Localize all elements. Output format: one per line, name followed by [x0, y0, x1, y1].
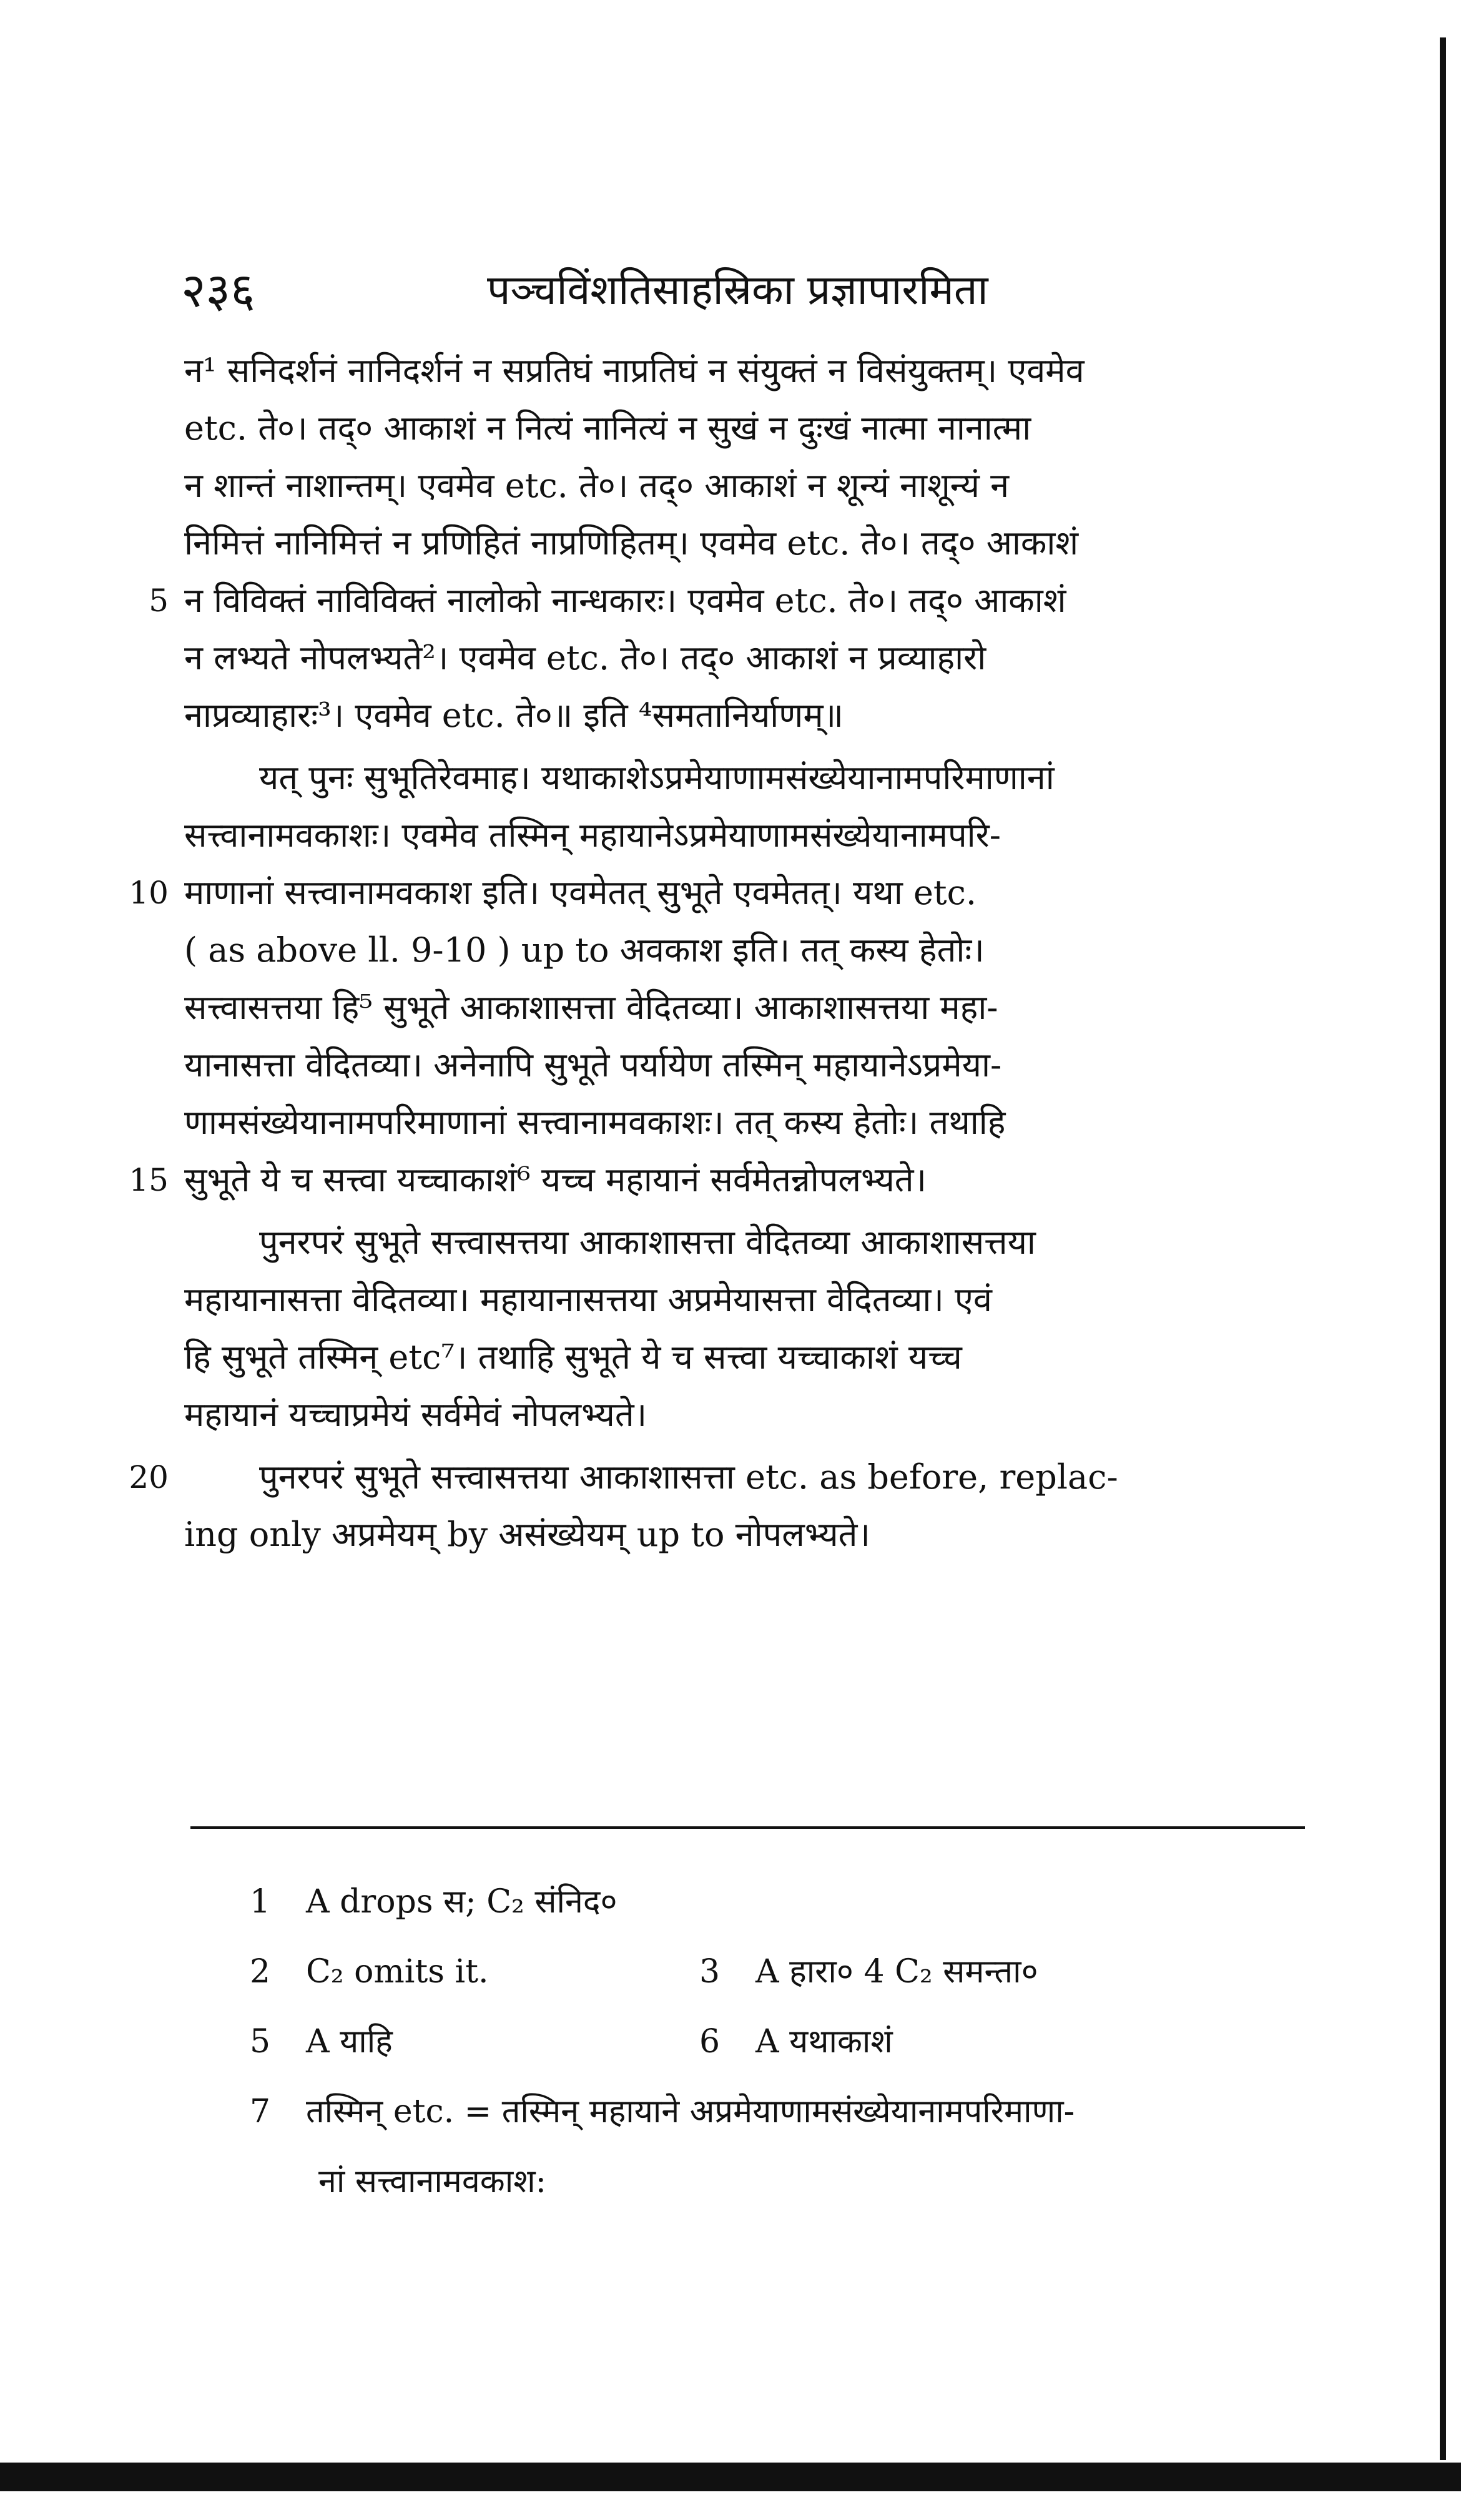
text-line	[184, 807, 1289, 864]
text-line	[184, 1214, 1289, 1271]
line-text: सत्त्वानामवकाशः। एवमेव तस्मिन् महायानेऽप्रमेयाणामसंख्येयानामपरि-	[184, 815, 1001, 855]
line-text: ing only अप्रमेयम् by असंख्येयम् up to नोपलभ्यते।	[184, 1515, 870, 1554]
line-text: etc. ते०। तद्० आकाशं न नित्यं नानित्यं न सुखं न दुःखं नात्मा नानात्मा	[184, 408, 1031, 448]
text-line	[184, 922, 1289, 979]
running-title: पञ्चविंशतिसाहस्रिका प्रज्ञापारमिता	[487, 266, 988, 314]
footnote-number: 6	[699, 2023, 721, 2060]
line-text: महायानं यच्चाप्रमेयं सर्वमेवं नोपलभ्यते।	[184, 1395, 647, 1434]
footnote-5	[250, 2007, 393, 2077]
page-edge-rule	[1440, 37, 1446, 2460]
text-line	[184, 749, 1289, 807]
footnote-number: 5	[250, 2023, 271, 2060]
text-line	[184, 400, 1289, 457]
footnote-number: 2	[250, 1953, 271, 1991]
line-text: निमित्तं नानिमित्तं न प्रणिहितं नाप्रणिहितम्। एवमेव etc. ते०। तद्० आकाशं	[184, 523, 1079, 563]
footnote-text: A drops स; C₂ संनिद०	[306, 1883, 617, 1921]
line-text: न शान्तं नाशान्तम्। एवमेव etc. ते०। तद्० आकाशं न शून्यं नाशून्यं न	[184, 466, 1010, 505]
footnote-text: C₂ omits it.	[306, 1953, 489, 1991]
text-line	[129, 1449, 1289, 1506]
footnote-text: A हारा० 4 C₂ समन्ता०	[755, 1953, 1038, 1991]
line-number: 5	[149, 583, 169, 619]
line-text: ( as above ll. 9-10 ) up to अवकाश इति। तत् कस्य हेतोः।	[184, 930, 985, 970]
footnote-3-4	[699, 1937, 1038, 2007]
line-text: सत्त्वासत्तया हि⁵ सुभूते आकाशासत्ता वेदितव्या। आकाशासत्तया महा-	[184, 988, 998, 1027]
text-line	[184, 629, 1289, 687]
line-number: 15	[129, 1162, 169, 1198]
footnote-row	[250, 1937, 1374, 2007]
page-header	[181, 256, 1292, 325]
line-text: माणानां सत्त्वानामवकाश इति। एवमेतत् सुभूते एवमेतत्। यथा etc.	[184, 873, 977, 912]
text-line	[184, 1386, 1289, 1444]
footnote-7	[250, 2077, 1075, 2147]
text-line	[129, 864, 1289, 922]
text-line	[184, 1506, 1289, 1563]
line-text: महायानासत्ता वेदितव्या। महायानासत्तया अप्रमेयासत्ता वेदितव्या। एवं	[184, 1280, 992, 1319]
footnote-divider	[190, 1826, 1305, 1829]
text-line	[184, 1036, 1289, 1094]
main-text	[129, 342, 1289, 1563]
text-line	[149, 572, 1289, 629]
footnote-text: A यथाकाशं	[755, 2023, 893, 2060]
page-number: २३६	[181, 262, 255, 318]
footnote-7-continuation: नां सत्त्वानामवकाश:	[318, 2163, 547, 2200]
scan-bottom-border	[0, 2463, 1461, 2491]
line-text: यत् पुनः सुभूतिरेवमाह। यथाकाशेऽप्रमेयाणामसंख्येयानामपरिमाणानां	[259, 758, 1055, 797]
footnote-row	[250, 1867, 1374, 1937]
text-line	[184, 979, 1289, 1036]
line-text: न लभ्यते नोपलभ्यते²। एवमेव etc. ते०। तद्० आकाशं न प्रव्याहारो	[184, 638, 986, 677]
text-line	[184, 514, 1289, 572]
footnote-2	[250, 1937, 489, 2007]
text-line	[184, 687, 1289, 744]
text-line	[184, 1329, 1289, 1386]
text-line	[184, 342, 1289, 400]
line-text: हि सुभूते तस्मिन् etc⁷। तथाहि सुभूते ये च सत्त्वा यच्चाकाशं यच्च	[184, 1337, 962, 1377]
footnote-row	[250, 2007, 1374, 2077]
line-number: 20	[129, 1459, 169, 1495]
footnote-6	[699, 2007, 893, 2077]
footnote-text: A याहि	[306, 2023, 393, 2060]
text-line	[184, 457, 1289, 514]
line-text: यानासत्ता वेदितव्या। अनेनापि सुभूते पर्यायेण तस्मिन् महायानेऽप्रमेया-	[184, 1045, 1002, 1085]
line-text: णामसंख्येयानामपरिमाणानां सत्त्वानामवकाशः। तत् कस्य हेतोः। तथाहि	[184, 1103, 1006, 1142]
footnote-text: तस्मिन् etc. = तस्मिन् महायाने अप्रमेयाणामसंख्येयानामपरिमाणा-	[306, 2093, 1075, 2130]
footnote-number: 7	[250, 2093, 271, 2130]
line-text: न विविक्तं नाविविक्तं नालोको नान्धकारः। एवमेव etc. ते०। तद्० आकाशं	[184, 581, 1066, 620]
text-line	[129, 1151, 1289, 1209]
line-text: न¹ सनिदर्शनं नानिदर्शनं न सप्रतिघं नाप्रतिघं न संयुक्तं न विसंयुक्तम्। एवमेव	[184, 351, 1085, 390]
footnote-number: 3	[699, 1953, 721, 1991]
line-text: नाप्रव्याहारः³। एवमेव etc. ते०॥ इति ⁴समतानिर्याणम्॥	[184, 696, 844, 735]
footnote-1	[250, 1867, 617, 1937]
line-text: सुभूते ये च सत्त्वा यच्चाकाशं⁶ यच्च महायानं सर्वमेतन्नोपलभ्यते।	[184, 1160, 927, 1199]
footnote-row	[250, 2147, 1374, 2217]
line-number: 10	[129, 875, 169, 911]
text-line	[184, 1094, 1289, 1151]
text-line	[184, 1271, 1289, 1329]
footnote-row	[250, 2077, 1374, 2147]
footnotes	[250, 1867, 1374, 2217]
footnote-number: 1	[250, 1883, 271, 1921]
line-text: पुनरपरं सुभूते सत्त्वासत्तया आकाशासत्ता etc. as before, replac-	[259, 1457, 1118, 1497]
line-text: पुनरपरं सुभूते सत्त्वासत्तया आकाशासत्ता वेदितव्या आकाशासत्तया	[259, 1223, 1036, 1262]
